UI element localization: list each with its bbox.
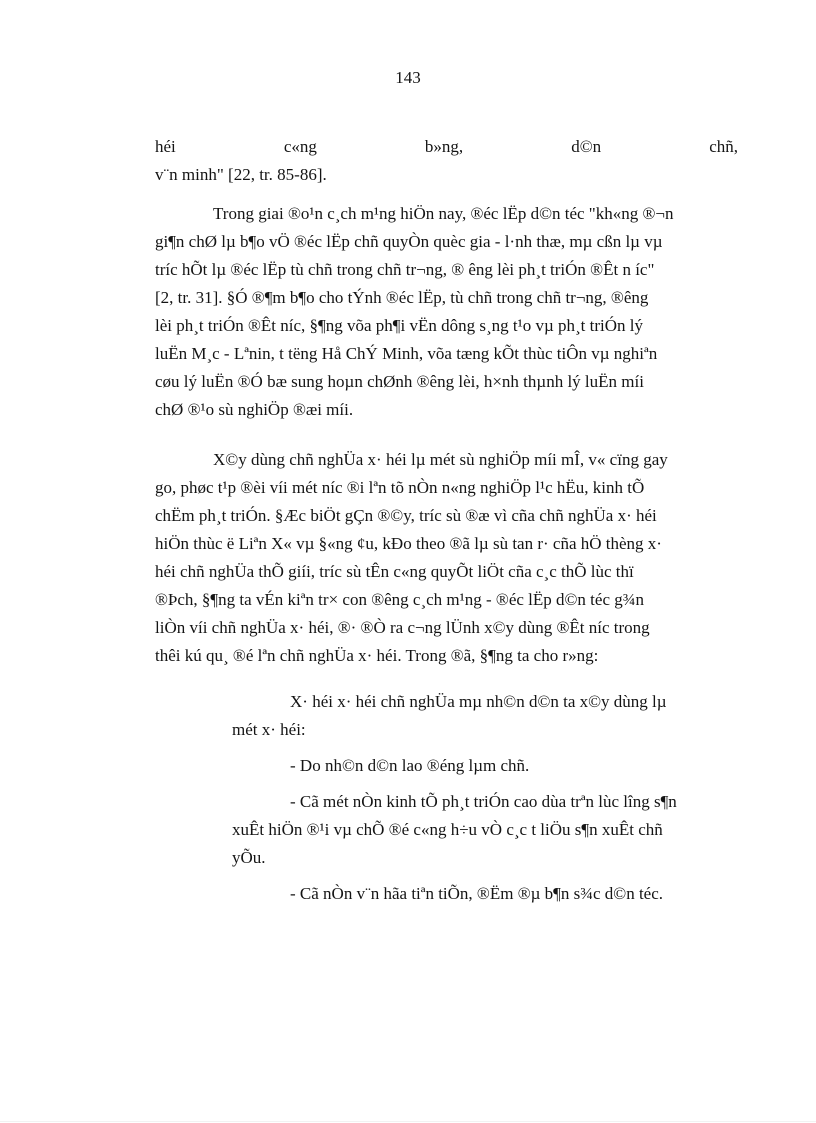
- text-line: go, phøc t¹p ®èi víi mét níc ®i lªn tõ nÒn n«ng nghiÖp l¹c hËu, kinh tÕ: [155, 478, 645, 497]
- word: héi: [155, 137, 176, 156]
- quote-line: - Do nh©n d©n lao ®éng lµm chñ.: [290, 756, 530, 775]
- text-line: hiÖn thùc ë Liªn X« vµ §«ng ¢u, kÐo theo ®ã lµ sù tan r· cña hÖ thèng x·: [155, 534, 662, 553]
- text-line: chØ ®¹o sù nghiÖp ®æi míi.: [155, 400, 354, 419]
- word: c«ng: [283, 137, 317, 156]
- text-line: cøu lý luËn ®Ó bæ sung hoµn chØnh ®êng lèi, h×nh thµnh lý luËn míi: [155, 372, 644, 391]
- word: d©n: [571, 137, 602, 156]
- paragraph-1-line-2: v¨n minh" [22, tr. 85-86].: [155, 165, 327, 184]
- page-number: 143: [395, 68, 421, 87]
- text-line: héi chñ nghÜa thÕ giíi, tríc sù tÊn c«ng quyÕt liÖt cña c¸c thÕ lùc thï: [155, 562, 634, 581]
- word: b»ng,: [424, 137, 464, 156]
- paragraph-3: [155, 446, 738, 670]
- text-line: Trong giai ®o¹n c¸ch m¹ng hiÖn nay, ®éc lËp d©n téc "kh«ng ®¬n: [213, 204, 674, 223]
- text-line: tríc hÕt lµ ®éc lËp tù chñ trong chñ tr¬ng, ® êng lèi ph¸t triÓn ®Êt n íc": [155, 260, 655, 279]
- page-bottom-edge: [0, 1121, 816, 1122]
- quote-line: X· héi x· héi chñ nghÜa mµ nh©n d©n ta x©y dùng lµ: [290, 692, 667, 711]
- paragraph-2: [155, 200, 738, 424]
- text-line: chËm ph¸t triÓn. §Æc biÖt gÇn ®©y, tríc sù ®æ vì cña chñ nghÜa x· héi: [155, 506, 657, 525]
- text-line: liÒn víi chñ nghÜa x· héi, ®· ®Ò ra c¬ng lÜnh x©y dùng ®Êt níc trong: [155, 618, 650, 637]
- text-line: luËn M¸c - Lªnin, t tëng Hå ChÝ Minh, võa tæng kÕt thùc tiÔn vµ nghiªn: [155, 344, 658, 363]
- text-line: ®Þch, §¶ng ta vÉn kiªn tr× con ®êng c¸ch m¹ng - ®éc lËp d©n téc g¾n: [155, 590, 644, 609]
- quote-line: - Cã nÒn v¨n hãa tiªn tiÕn, ®Ëm ®µ b¶n s¾c d©n téc.: [290, 884, 664, 903]
- word: chñ,: [709, 137, 738, 156]
- quote-line: - Cã mét nÒn kinh tÕ ph¸t triÓn cao dùa trªn lùc lîng s¶n: [290, 792, 677, 811]
- paragraph-1-line-1: [155, 133, 738, 161]
- text-line: thêi kú qu¸ ®é lªn chñ nghÜa x· héi. Trong ®ã, §¶ng ta cho r»ng:: [155, 646, 599, 665]
- text-line: X©y dùng chñ nghÜa x· héi lµ mét sù nghiÖp míi mÎ, v« cïng gay: [213, 450, 668, 469]
- quote-line: xuÊt hiÖn ®¹i vµ chÕ ®é c«ng h÷u vÒ c¸c t liÖu s¶n xuÊt chñ: [232, 820, 663, 839]
- text-line: [2, tr. 31]. §Ó ®¶m b¶o cho tÝnh ®éc lËp, tù chñ trong chñ tr¬ng, ®êng: [155, 288, 649, 307]
- quote-line: yÕu.: [232, 848, 266, 867]
- text-line: lèi ph¸t triÓn ®Êt níc, §¶ng võa ph¶i vËn dông s¸ng t¹o vµ ph¸t triÓn lý: [155, 316, 643, 335]
- text-line: gi¶n chØ lµ b¶o vÖ ®éc lËp chñ quyÒn quèc gia - l·nh thæ, mµ cßn lµ vµ: [155, 232, 663, 251]
- paragraph-1: [155, 133, 738, 189]
- quote-line: mét x· héi:: [232, 720, 306, 739]
- block-quote: [232, 688, 738, 908]
